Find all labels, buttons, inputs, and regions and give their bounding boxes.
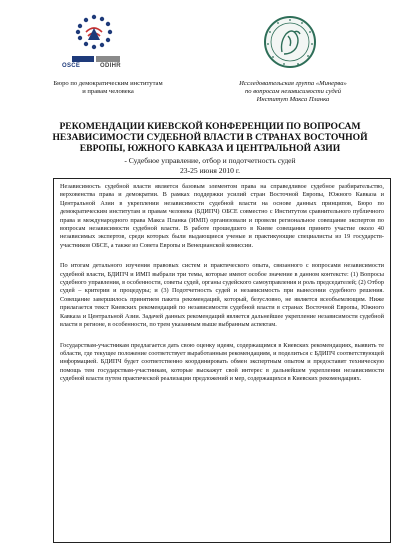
title-line3: ЕВРОПЫ, ЮЖНОГО КАВКАЗА И ЦЕНТРАЛЬНОЙ АЗИИ	[79, 143, 341, 154]
osce-logo-label: OSCE	[62, 63, 81, 69]
minerva-organization-name	[228, 80, 358, 104]
org-right-line1: Исследовательская группа «Минерва»	[239, 80, 347, 87]
odihr-logo-label: ODIHR	[100, 63, 121, 69]
org-left-line1: Бюро по демократическим институтам	[53, 80, 163, 87]
odihr-organization-name	[43, 80, 173, 96]
max-planck-minerva-seal-icon	[262, 14, 318, 70]
introduction-box	[53, 178, 391, 543]
org-right-line2: по вопросам независимости судей	[244, 88, 342, 95]
intro-paragraph-1: Независимость судебной власти является базовым элементом права на справедливое судебное разбирательство, верховенства права и демократии. В рамках поддержки усилий стран Восточной Европы, Южного Кавказа и Центральной Азии в укреплении независимости судебной власти на основе данных принципов, Бюро по демократическим институтам и правам человека (БДИПЧ) ОБСЕ совместно с Институтом сравнительного публичного права и международного права Макса Планка (ИМП) организовали и провели региональное совещание экспертов по вопросам независимости судебной власти. В работе прошедшего в Киеве совещания принято участие около 40 независимых экспертов, среди которых были выдающиеся ученые и практикующие специалисты из 19 государств-участников ОБСЕ, а также из Совета Европы и Венецианской комиссии.	[60, 183, 384, 249]
intro-paragraph-3: Государствам-участникам предлагается дать свою оценку идеям, содержащимся в Киевских рекомендациях, выявить те области, где текущее положение соответствует выработанным рекомендациям, и поделиться с БДИПЧ соответствующей информацией. БДИПЧ будет соответственно координировать обмен экспертным опытом и предоставит техническую помощь тем государствам-участникам, которые выскажут свой интерес в дальнейшем укреплении независимости судебной власти путем практической реализации предложений и мер, содержащихся в Киевских рекомендациях.	[60, 341, 384, 383]
osce-odihr-star-logo-icon	[66, 6, 126, 70]
title-line1: РЕКОМЕНДАЦИИ КИЕВСКОЙ КОНФЕРЕНЦИИ ПО ВОПРОСАМ	[59, 121, 361, 132]
org-left-line2: и правам человека	[82, 88, 134, 95]
org-right-line3: Институт Макса Планка	[256, 96, 330, 103]
document-title	[20, 121, 400, 154]
conference-dates: 23-25 июня 2010 г.	[179, 166, 241, 175]
intro-paragraph-2: По итогам детального изучения правовых систем и практического опыта, связанного с вопросами независимости судебной власти, БДИПЧ и ИМП выбрали три темы, которые имеют особое значение в данном контексте: (1) Вопросы судебного управления, в особенности, советы судей, органы судейского самоуправления и роль председателей; (2) Отбор судей – критерии и процедуры; и (3) Подотчетность судей и независимость при вынесении судебного решения. Совещание завершилось принятием пакета рекомендаций, который, безусловно, не является всеобъемлющим. Ниже прилагается текст Киевских рекомендаций по независимости судебной власти в странах Восточной Европы, Южного Кавказа и Центральной Азии. Задачей данных рекомендаций является дальнейшее укрепление независимости судебной власти в регионе, в особенности, по трем указанным выше выбранным аспектам.	[60, 262, 384, 329]
title-line2: НЕЗАВИСИМОСТИ СУДЕБНОЙ ВЛАСТИ В СТРАНАХ ВОСТОЧНОЙ	[52, 132, 368, 143]
document-subtitle: - Судебное управление, отбор и подотчетность судей	[124, 156, 296, 165]
